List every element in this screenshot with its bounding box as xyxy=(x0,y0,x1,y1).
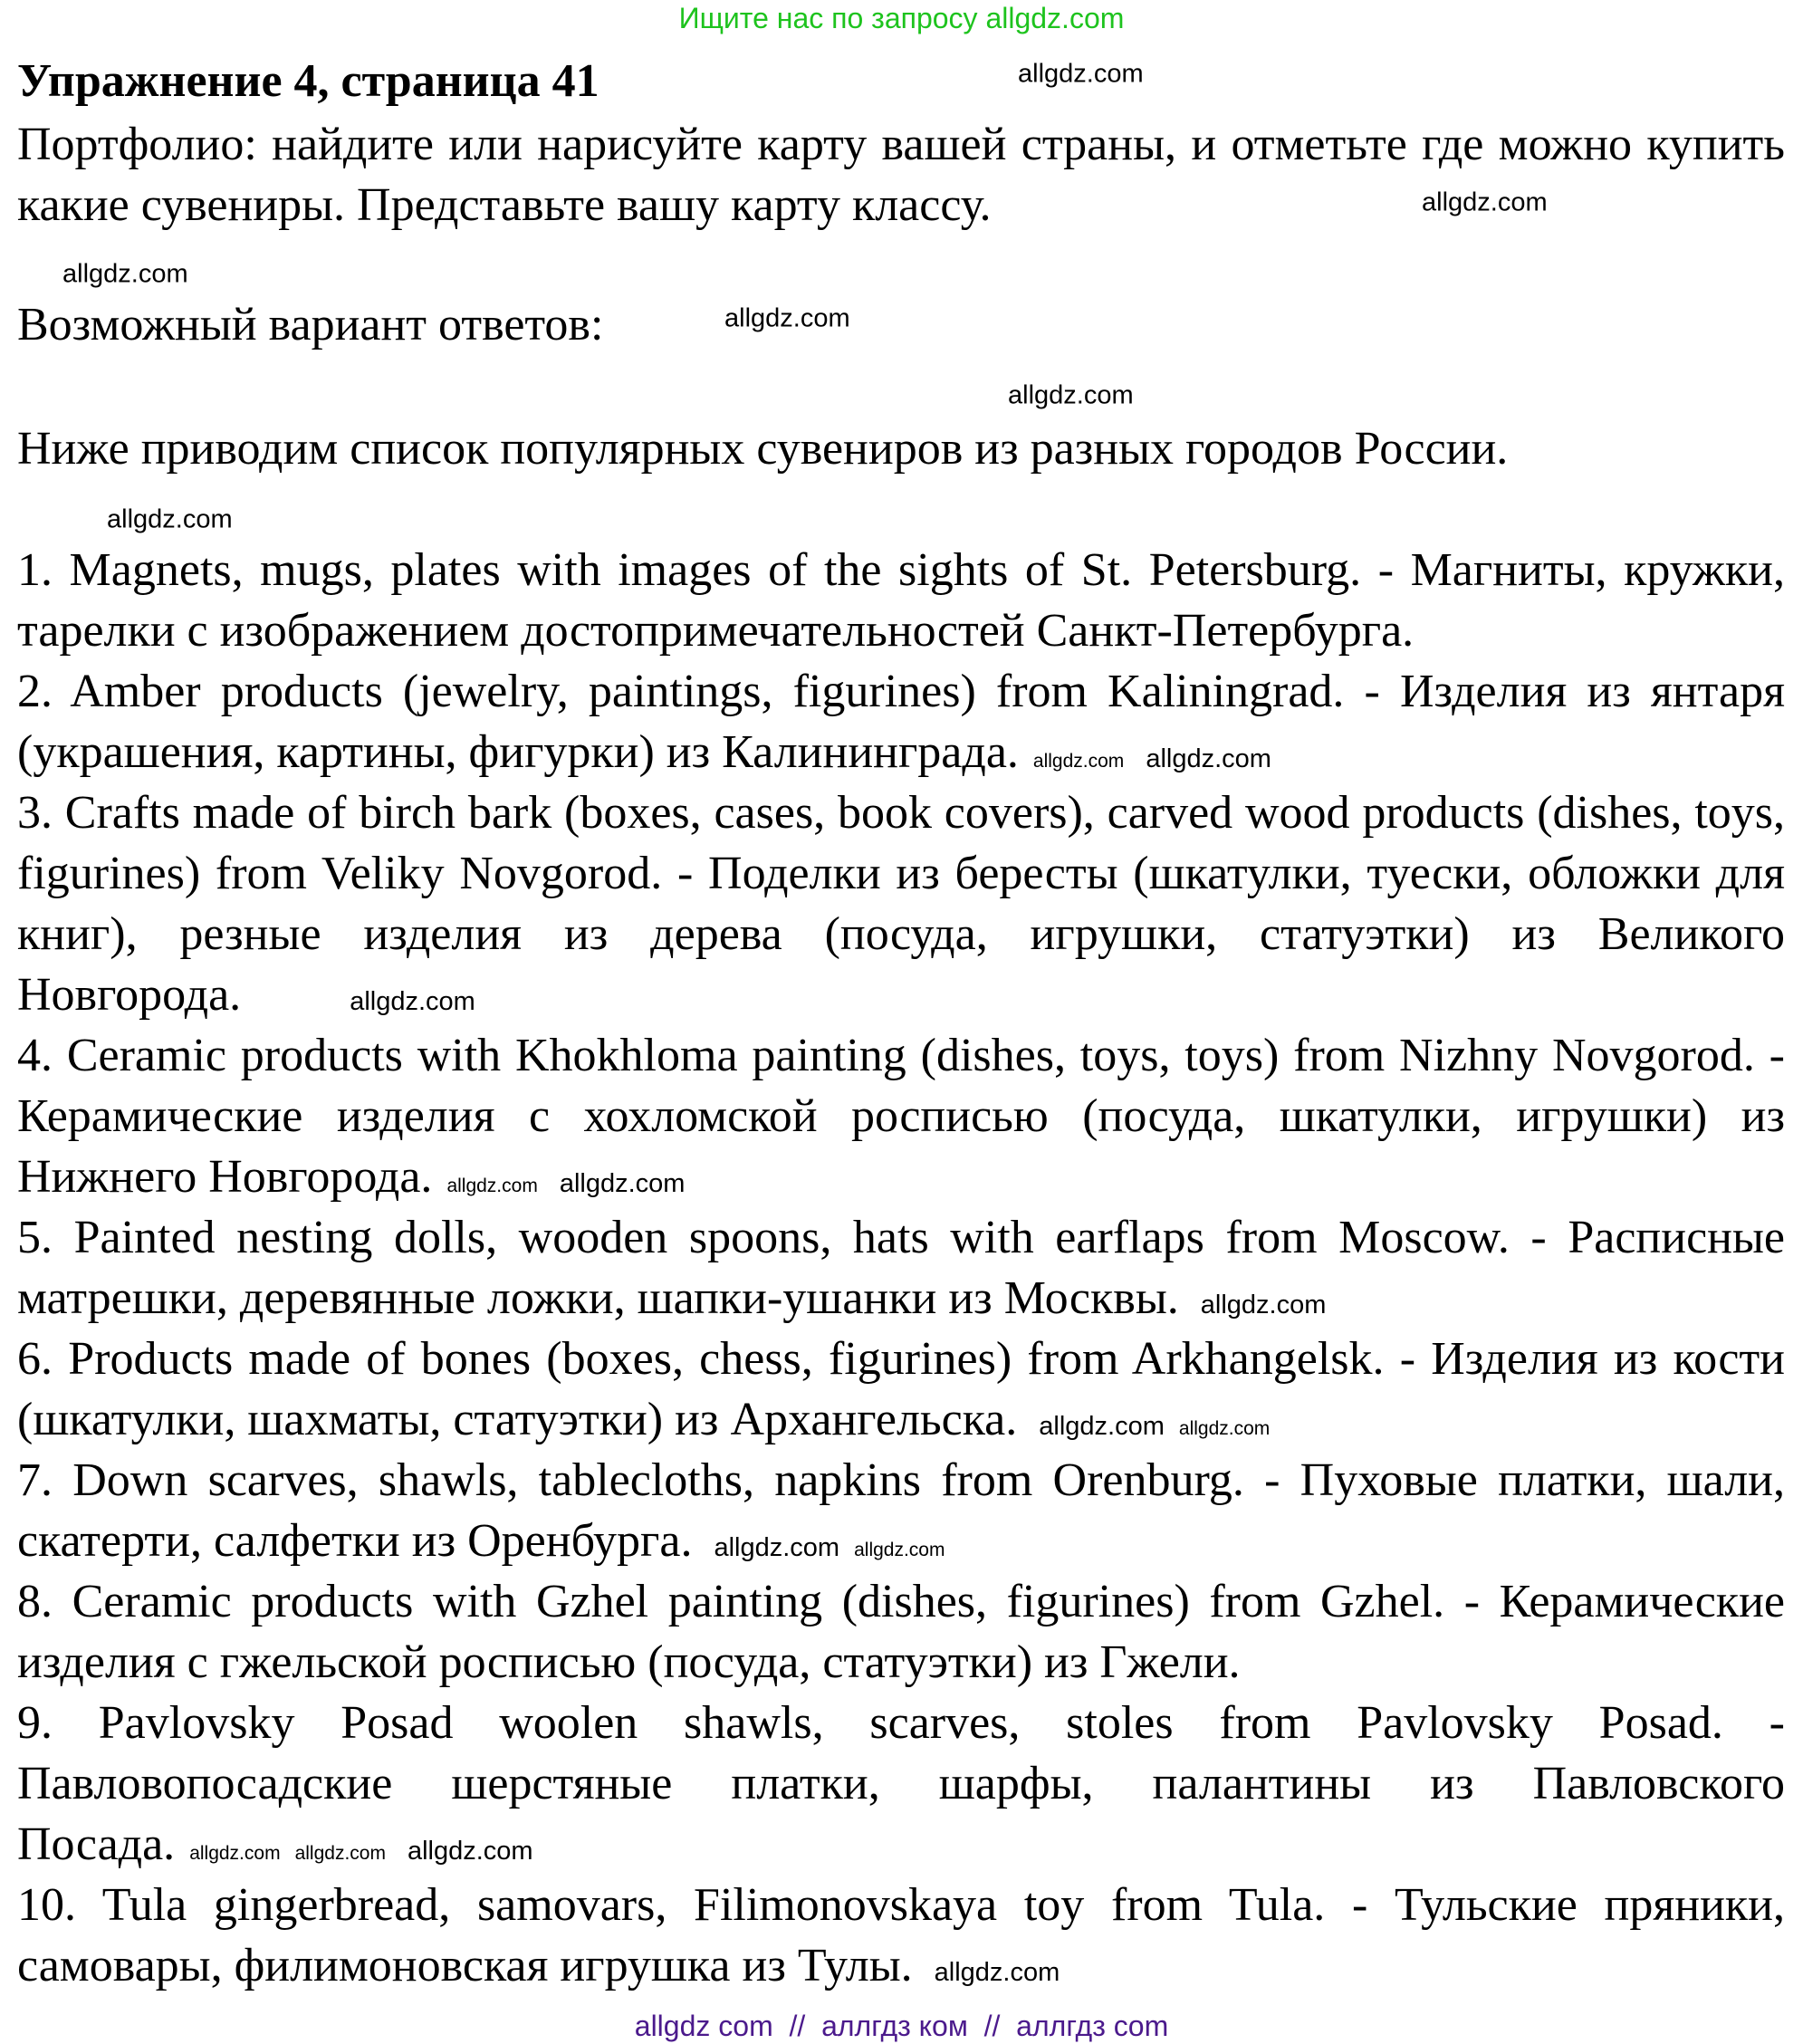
watermark: allgdz.com xyxy=(294,1843,386,1864)
watermark: allgdz.com xyxy=(407,1837,533,1866)
watermark: allgdz.com xyxy=(1178,1418,1271,1439)
watermark: allgdz.com xyxy=(1146,744,1271,773)
intro-text xyxy=(17,418,1785,479)
watermark: allgdz.com xyxy=(1200,1291,1327,1319)
watermark: allgdz.com xyxy=(62,259,188,289)
list-item-text: 3. Crafts made of birch bark (boxes, cases, book covers), carved wood products (dishes, toys, figurines) from Veliky Novgorod. - Поделки из бересты (шкатулки, туески, обложки для книг), резные изделия из дерева (посуда, игрушки, статуэтки) из Великого Новгорода. xyxy=(17,787,1785,1021)
list-item-text: 2. Amber products (jewelry, paintings, figurines) from Kaliningrad. - Изделия из янтаря (украшения, картины, фигурки) из Калининграда. xyxy=(17,666,1785,778)
list-item xyxy=(17,1450,1785,1571)
task-paragraph: Портфолио: найдите или нарисуйте карту вашей страны, и отметьте где можно купить какие сувениры. Представьте вашу карту классу. xyxy=(17,119,1785,231)
watermark: allgdz.com xyxy=(107,504,233,534)
watermark: allgdz.com xyxy=(350,987,475,1016)
watermark: allgdz.com xyxy=(714,1533,840,1562)
list-item xyxy=(17,1025,1785,1207)
list-item xyxy=(17,1875,1785,1996)
top-banner: Ищите нас по запросу allgdz.com xyxy=(678,2,1125,34)
page-title: Упражнение 4, страница 41 xyxy=(17,55,599,107)
list-item xyxy=(17,782,1785,1025)
list-item-text: 5. Painted nesting dolls, wooden spoons, hats with earflaps from Moscow. - Расписные матрешки, деревянные ложки, шапки-ушанки из Москвы. xyxy=(17,1212,1785,1324)
task-text xyxy=(17,114,1785,235)
bottom-banner: allgdz com // аллгдз ком // аллгдз com xyxy=(634,2010,1169,2042)
list-item xyxy=(17,1207,1785,1329)
intro-paragraph: Ниже приводим список популярных сувениров из разных городов России. xyxy=(17,423,1509,475)
watermark: allgdz.com xyxy=(446,1176,538,1196)
list-item xyxy=(17,1571,1785,1693)
watermark: allgdz.com xyxy=(1008,380,1134,410)
list-item-text: 7. Down scarves, shawls, tablecloths, napkins from Orenburg. - Пуховые платки, шали, скатерти, салфетки из Оренбурга. xyxy=(17,1454,1785,1567)
souvenir-list xyxy=(17,540,1785,1996)
list-item xyxy=(17,661,1785,782)
list-item xyxy=(17,540,1785,661)
answer-label xyxy=(17,294,1785,355)
watermark: allgdz.com xyxy=(1039,1412,1165,1441)
list-item-text: 9. Pavlovsky Posad woolen shawls, scarves, stoles from Pavlovsky Posad. - Павловопосадские шерстяные платки, шарфы, палантины из Павловского Посада. xyxy=(17,1697,1785,1870)
watermark: allgdz.com xyxy=(934,1958,1060,1987)
list-item-text: 6. Products made of bones (boxes, chess, figurines) from Arkhangelsk. - Изделия из кости (шкатулки, шахматы, статуэтки) из Архангельска. xyxy=(17,1333,1785,1445)
answer-label-text: Возможный вариант ответов: xyxy=(17,299,604,350)
list-item-text: 8. Ceramic products with Gzhel painting (dishes, figurines) from Gzhel. - Керамические изделия с гжельской росписью (посуда, статуэтки) из Гжели. xyxy=(17,1576,1785,1688)
watermark: allgdz.com xyxy=(854,1540,945,1560)
watermark: allgdz.com xyxy=(724,303,850,333)
list-item xyxy=(17,1693,1785,1875)
watermark: allgdz.com xyxy=(1032,751,1125,772)
watermark: allgdz.com xyxy=(1422,187,1548,217)
list-item xyxy=(17,1329,1785,1450)
watermark: allgdz.com xyxy=(559,1169,686,1198)
list-item-text: 10. Tula gingerbread, samovars, Filimonovskaya toy from Tula. - Тульские пряники, самовары, филимоновская игрушка из Тулы. xyxy=(17,1879,1785,1991)
watermark: allgdz.com xyxy=(1018,59,1144,89)
list-item-text: 4. Ceramic products with Khokhloma painting (dishes, toys, toys) from Nizhny Novgorod. - Керамические изделия с хохломской росписью (посуда, шкатулки, игрушки) из Нижнего Новгорода. xyxy=(17,1030,1785,1203)
list-item-text: 1. Magnets, mugs, plates with images of the sights of St. Petersburg. - Магниты, кружки, тарелки с изображением достопримечательностей Санкт-Петербурга. xyxy=(17,544,1785,657)
watermark: allgdz.com xyxy=(189,1843,281,1864)
